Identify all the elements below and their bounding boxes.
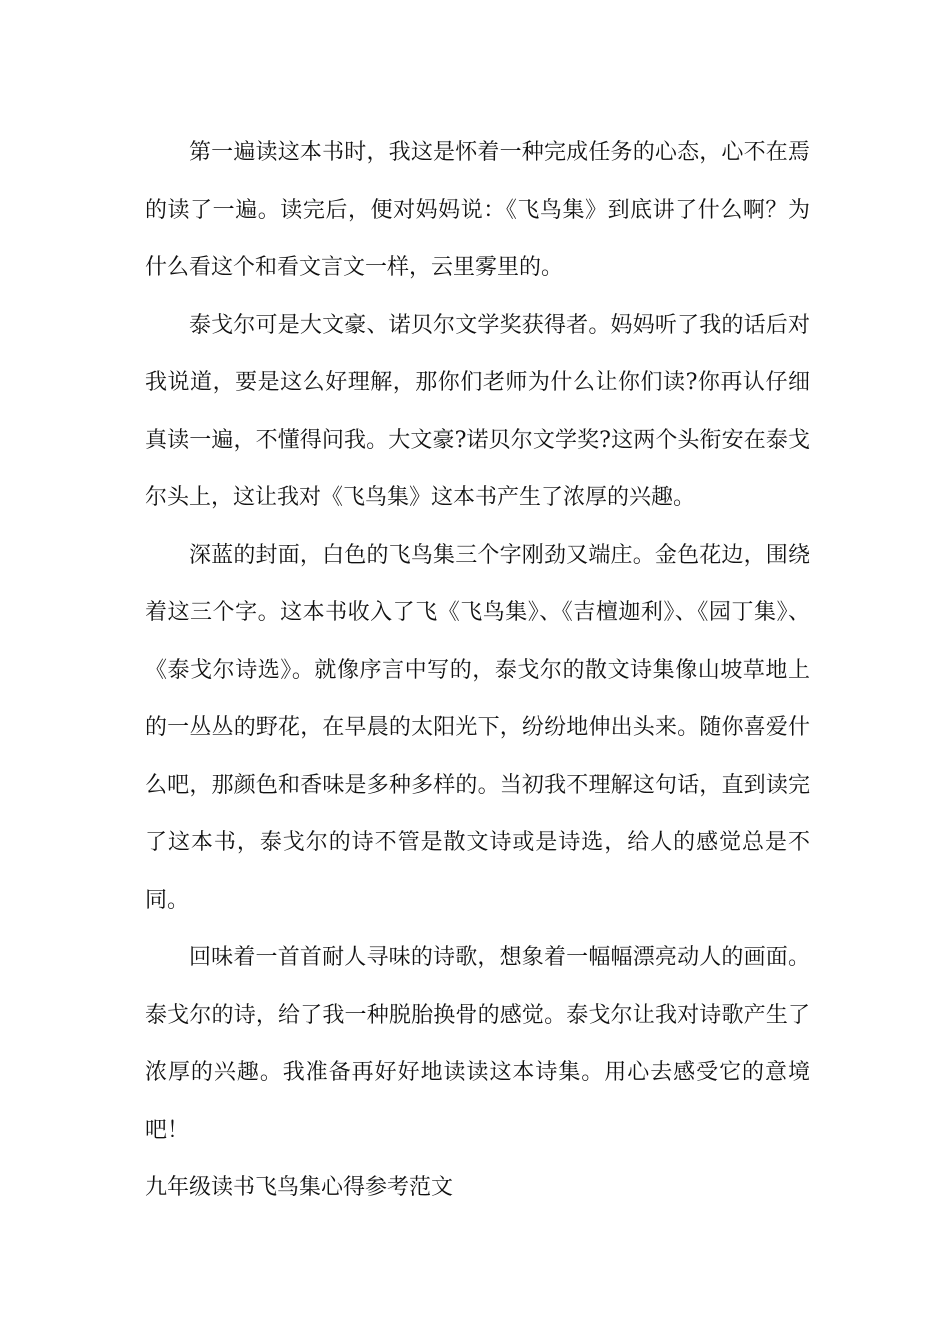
paragraph-book-cover: 深蓝的封面，白色的飞鸟集三个字刚劲又端庄。金色花边，围绕着这三个字。这本书收入了飞《飞鸟集》、《吉檀迦利》、《园丁集》、《泰戈尔诗选》。就像序言中写的，泰戈尔的散文诗集像山坡草地上的一丛丛的野花，在早晨的太阳光下，纷纷地伸出头来。随你喜爱什么吧，那颜色和香味是多种多样的。当初我不理解这句话，直到读完了这本书，泰戈尔的诗不管是散文诗或是诗选，给人的感觉总是不同。: [145, 542, 810, 913]
document-body: [145, 124, 810, 1217]
paragraph-first-reading: 第一遍读这本书时，我这是怀着一种完成任务的心态，心不在焉的读了一遍。读完后，便对妈妈说：《飞鸟集》到底讲了什么啊？为什么看这个和看文言文一样，云里雾里的。: [145, 140, 810, 280]
section-heading: 九年级读书飞鸟集心得参考范文: [145, 1175, 454, 1200]
paragraph-tagore-reputation: 泰戈尔可是大文豪、诺贝尔文学奖获得者。妈妈听了我的话后对我说道，要是这么好理解，那你们老师为什么让你们读?你再认仔细真读一遍，不懂得问我。大文豪?诺贝尔文学奖?这两个头衔安在泰戈尔头上，这让我对《飞鸟集》这本书产生了浓厚的兴趣。: [145, 312, 810, 510]
paragraph-reflection: 回味着一首首耐人寻味的诗歌，想象着一幅幅漂亮动人的画面。泰戈尔的诗，给了我一种脱胎换骨的感觉。泰戈尔让我对诗歌产生了浓厚的兴趣。我准备再好好地读读这本诗集。用心去感受它的意境吧！: [145, 945, 810, 1143]
